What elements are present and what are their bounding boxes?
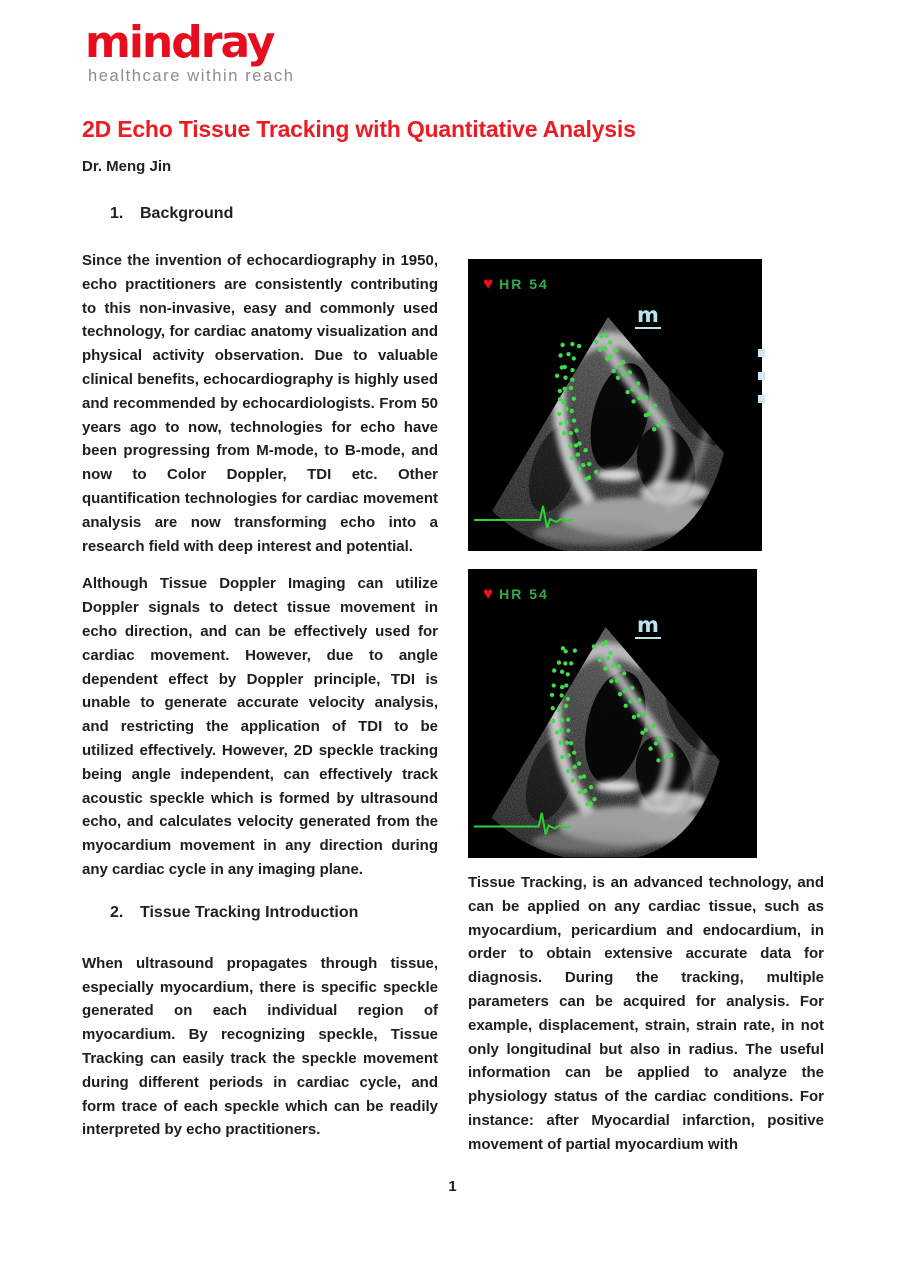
paragraph-background-1: Since the invention of echocardiography in 1950, echo practitioners are consistently contributing to this non-invasive, easy and commonly used technology, for cardiac anatomy visualization and physical activity observation. Due to valuable clinical benefits, echocardiography is highly used and recommended by echocardiologists. From 50 years ago to now, technologies for echo have been progressing from M-mode, to B-mode, and now to Color Doppler, TDI etc. Other quantification technologies for cardiac movement analysis are now transforming echo into a research field with deep interest and potential.	[82, 252, 438, 555]
heart-icon: ♥	[483, 274, 494, 293]
paragraph-background-2: Although Tissue Doppler Imaging can utilize Doppler signals to detect tissue movement in echo direction, and can be effectively used for cardiac movement. However, due to angle dependent effect by Doppler principle, TDI is unable to generate accurate velocity analysis, and restricting the application of TDI to be utilized effectively. However, 2D speckle tracking being angle independent, can effectively track acoustic speckle which is formed by ultrasound echo, and calculates velocity generated from the myocardium movement in any direction during any cardiac cycle in any imaging plane.	[82, 575, 438, 878]
paragraph-tissue-tracking: Tissue Tracking, is an advanced technology, and can be applied on any cardiac tissue, such as myocardium, pericardium and endocardium, in order to obtain extensive accurate data for diagnosis. During the tracking, multiple parameters can be acquired for analysis. For example, displacement, strain, strain rate, in not only longitudinal but also in radius. The useful information can be applied to analyze the physiology status of the cardiac conditions. For instance: after Myocardial infarction, positive movement of partial myocardium with	[468, 874, 824, 1153]
section-label: Tissue Tracking Introduction	[140, 903, 359, 921]
left-column	[82, 205, 438, 1156]
depth-tick-icon	[758, 372, 765, 380]
author-name: Dr. Meng Jin	[82, 158, 172, 175]
depth-tick-icon	[758, 395, 765, 403]
heart-rate-text: HR 54	[499, 585, 549, 602]
page-number: 1	[448, 1178, 457, 1195]
logo-tagline: healthcare within reach	[88, 67, 295, 86]
heart-rate-text: HR 54	[499, 275, 549, 292]
ultrasound-image-1	[468, 259, 762, 551]
ultrasound-image-2	[468, 569, 757, 858]
section-number: 1.	[110, 205, 124, 222]
mindray-logo	[85, 17, 295, 86]
section-heading-tissue-tracking	[82, 904, 438, 922]
right-column	[468, 259, 824, 1171]
page-title: 2D Echo Tissue Tracking with Quantitative Analysis	[82, 116, 636, 142]
section-label: Background	[140, 205, 234, 222]
mindray-m-icon: m	[637, 303, 659, 327]
echo-graphics-1	[468, 259, 762, 551]
paragraph-intro: When ultrasound propagates through tissue, especially myocardium, there is specific speckle generated on each individual region of myocardium. By recognizing speckle, Tissue Tracking can easily track the speckle movement during different periods in cardiac cycle, and form trace of each speckle which can be readily interpreted by echo practitioners.	[82, 954, 438, 1139]
mindray-m-icon: m	[637, 613, 659, 637]
section-number: 2.	[110, 903, 124, 921]
mindray-logo-text: mindray	[85, 17, 274, 68]
section-heading-background	[82, 205, 438, 223]
depth-tick-icon	[758, 349, 765, 357]
heart-icon: ♥	[483, 584, 494, 603]
echo-graphics-2	[468, 569, 757, 858]
